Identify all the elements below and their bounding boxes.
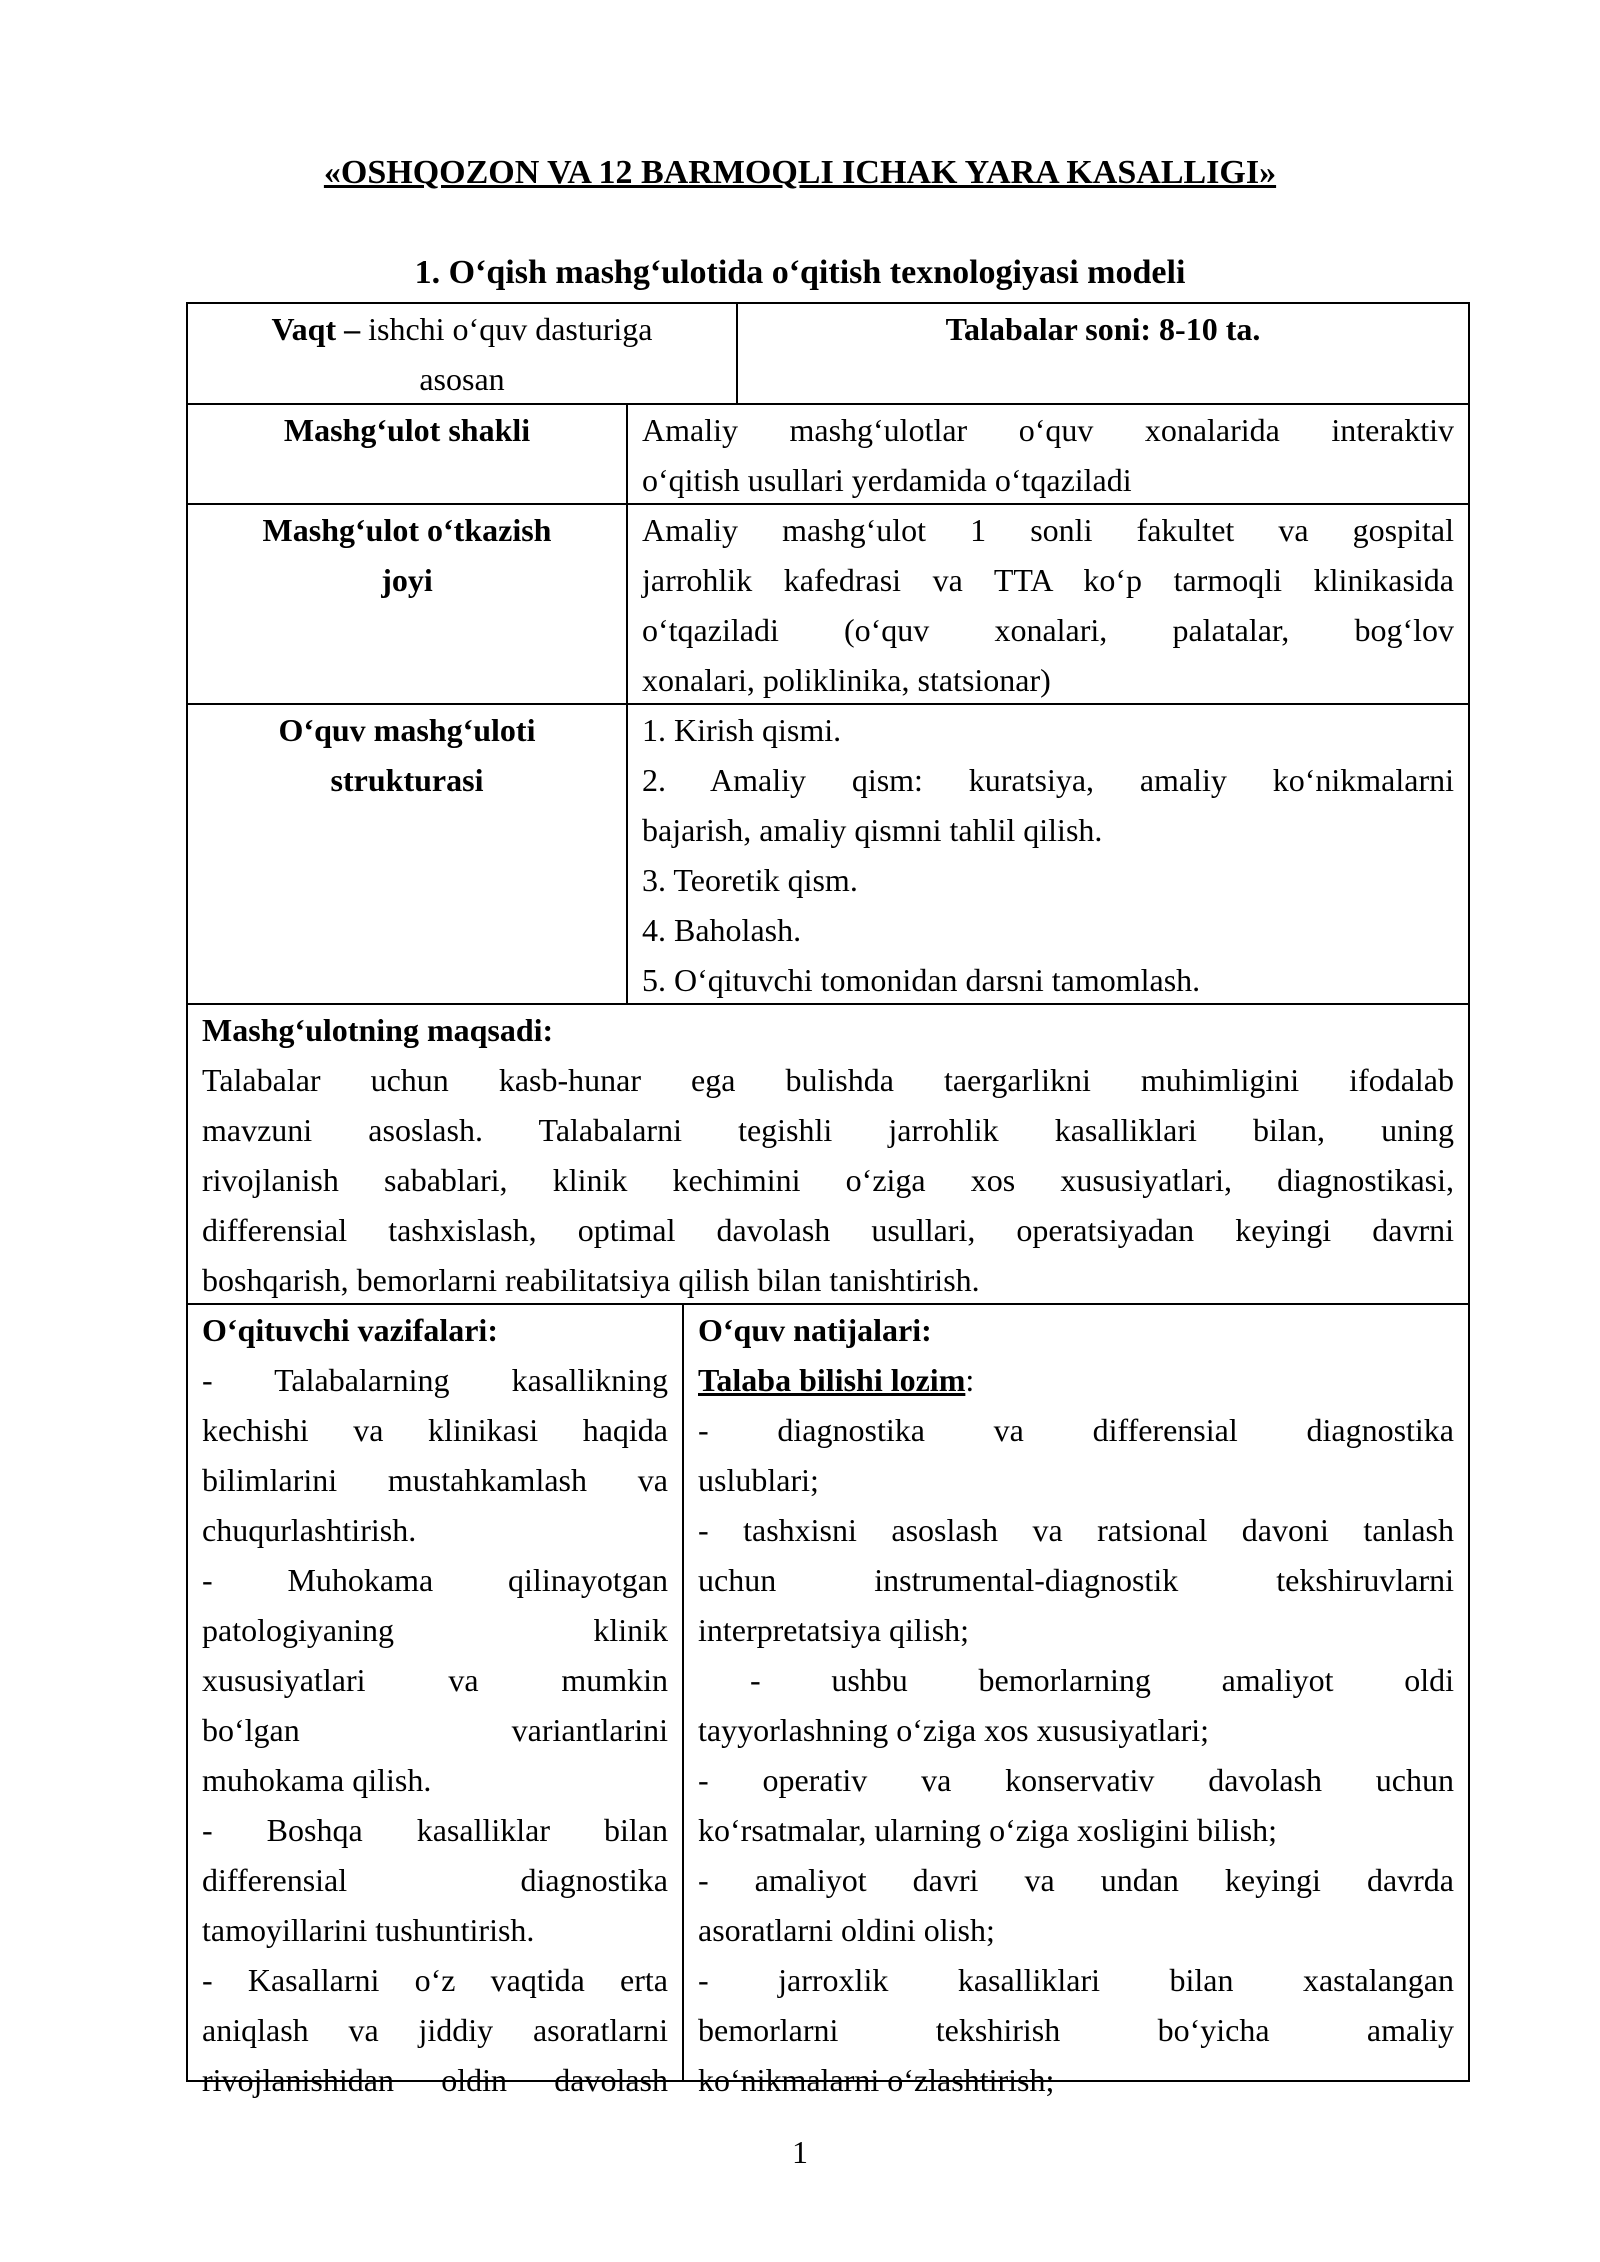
goal-line5: boshqarish, bemorlarni reabilitatsiya qilish bilan tanishtirish. — [202, 1262, 980, 1298]
structure-label-cell — [188, 705, 626, 1003]
goal-cell — [188, 1005, 1468, 1303]
place-label-line2: joyi — [381, 562, 433, 598]
structure-item-4: 4. Baholash. — [642, 912, 802, 948]
teacher-task-line: - Talabalarning kasallikning — [202, 1362, 668, 1398]
outcome-line: - jarroxlik kasalliklari bilan xastalangan — [698, 1962, 1454, 1998]
structure-item-2-line2: bajarish, amaliy qismni tahlil qilish. — [642, 812, 1103, 848]
lesson-model-table — [186, 302, 1470, 2098]
teacher-task-line: kechishi va klinikasi haqida — [202, 1412, 668, 1448]
place-value-line4: xonalari, poliklinika, statsionar) — [642, 662, 1051, 698]
teacher-task-line: patologiyaning klinik — [202, 1612, 668, 1648]
outcome-line: asoratlarni oldini olish; — [698, 1912, 995, 1948]
teacher-tasks-cell — [188, 1305, 682, 2098]
table-row-structure — [188, 703, 1468, 1003]
teacher-task-line: bilimlarini mustahkamlash va — [202, 1462, 668, 1498]
goal-line4: differensial tashxislash, optimal davolash usullari, operatsiyadan keyingi davrni — [202, 1212, 1454, 1248]
form-value-cell — [626, 405, 1468, 503]
teacher-task-line: - Boshqa kasalliklar bilan — [202, 1812, 668, 1848]
outcome-line: uslublari; — [698, 1462, 819, 1498]
outcome-line: - amaliyot davri va undan keyingi davrda — [698, 1862, 1454, 1898]
outcome-line: ko‘rsatmalar, ularning o‘ziga xosligini bilish; — [698, 1812, 1278, 1848]
structure-item-5: 5. O‘qituvchi tomonidan darsni tamomlash. — [642, 962, 1201, 998]
outcome-line: - operativ va konservativ davolash uchun — [698, 1762, 1454, 1798]
form-label-cell — [188, 405, 626, 503]
place-value-cell — [626, 505, 1468, 703]
place-value-line2: jarrohlik kafedrasi va TTA ko‘p tarmoqli klinikasida — [642, 562, 1454, 598]
table-row-place — [188, 503, 1468, 703]
teacher-task-line: xususiyatlari va mumkin — [202, 1662, 668, 1698]
goal-heading: Mashg‘ulotning maqsadi: — [202, 1012, 554, 1048]
outcome-line: interpretatsiya qilish; — [698, 1612, 970, 1648]
form-value-line2: o‘qitish usullari yerdamida o‘tqaziladi — [642, 462, 1132, 498]
structure-item-3: 3. Teoretik qism. — [642, 862, 858, 898]
teacher-task-line: aniqlash va jiddiy asoratlarni — [202, 2012, 668, 2048]
learning-outcomes-colon: : — [965, 1362, 975, 1398]
learning-outcomes-subheading: Talaba bilishi lozim — [698, 1362, 966, 1398]
students-count: Talabalar soni: 8-10 ta. — [945, 311, 1261, 347]
time-value-line1: ishchi o‘quv dasturiga — [368, 311, 653, 347]
structure-value-cell — [626, 705, 1468, 1003]
document-title: «OSHQOZON VA 12 BARMOQLI ICHAK YARA KASALLIGI» — [323, 154, 1277, 191]
structure-label-line2: strukturasi — [330, 762, 484, 798]
outcome-line: - diagnostika va differensial diagnostika — [698, 1412, 1454, 1448]
place-value-line3: o‘tqaziladi (o‘quv xonalari, palatalar, bog‘lov — [642, 612, 1454, 648]
place-label-line1: Mashg‘ulot o‘tkazish — [262, 512, 552, 548]
learning-outcomes-heading: O‘quv natijalari: — [698, 1312, 932, 1348]
teacher-task-line: chuqurlashtirish. — [202, 1512, 417, 1548]
place-value-line1: Amaliy mashg‘ulot 1 sonli fakultet va gospital — [642, 512, 1454, 548]
outcome-line: - tashxisni asoslash va ratsional davoni tanlash — [698, 1512, 1454, 1548]
teacher-task-line: bo‘lgan variantlarini — [202, 1712, 668, 1748]
outcome-line: uchun instrumental-diagnostik tekshiruvlarni — [698, 1562, 1454, 1598]
goal-line1: Talabalar uchun kasb-hunar ega bulishda taergarlikni muhimligini ifodalab — [202, 1062, 1454, 1098]
structure-item-1: 1. Kirish qismi. — [642, 712, 842, 748]
teacher-task-line: muhokama qilish. — [202, 1762, 432, 1798]
goal-line2: mavzuni asoslash. Talabalarni tegishli jarrohlik kasalliklari bilan, uning — [202, 1112, 1454, 1148]
form-value-line1: Amaliy mashg‘ulotlar o‘quv xonalarida interaktiv — [642, 412, 1454, 448]
teacher-task-line: rivojlanishidan oldin davolash — [202, 2062, 668, 2098]
outcome-line: ko‘nikmalarni o‘zlashtirish; — [698, 2062, 1055, 2098]
table-row-tasks-results — [188, 1303, 1468, 2098]
table-row-goal — [188, 1003, 1468, 1303]
outcome-line: bemorlarni tekshirish bo‘yicha amaliy — [698, 2012, 1454, 2048]
teacher-task-line: tamoyillarini tushuntirish. — [202, 1912, 535, 1948]
goal-line3: rivojlanish sabablari, klinik kechimini o‘ziga xos xususiyatlari, diagnostikasi, — [202, 1162, 1454, 1198]
section-title: 1. O‘qish mashg‘ulotida o‘qitish texnologiyasi modeli — [414, 254, 1186, 291]
table-row-time — [188, 304, 1468, 403]
structure-label-line1: O‘quv mashg‘uloti — [278, 712, 536, 748]
teacher-tasks-heading: O‘qituvchi vazifalari: — [202, 1312, 498, 1348]
outcome-line: tayyorlashning o‘ziga xos xususiyatlari; — [698, 1712, 1210, 1748]
teacher-task-line: differensial diagnostika — [202, 1862, 668, 1898]
outcome-line: - ushbu bemorlarning amaliyot oldi — [750, 1662, 1454, 1698]
place-label-cell — [188, 505, 626, 703]
time-label: Vaqt – — [271, 311, 361, 347]
form-label: Mashg‘ulot shakli — [283, 412, 531, 448]
page-number: 1 — [792, 2134, 808, 2170]
learning-outcomes-cell — [682, 1305, 1468, 2098]
time-value-line2: asosan — [419, 361, 505, 397]
students-count-cell — [736, 304, 1468, 403]
teacher-task-line: - Muhokama qilinayotgan — [202, 1562, 668, 1598]
time-cell — [188, 304, 736, 403]
teacher-task-line: - Kasallarni o‘z vaqtida erta — [202, 1962, 668, 1998]
structure-item-2-line1: 2. Amaliy qism: kuratsiya, amaliy ko‘nikmalarni — [642, 762, 1454, 798]
table-row-form — [188, 403, 1468, 503]
